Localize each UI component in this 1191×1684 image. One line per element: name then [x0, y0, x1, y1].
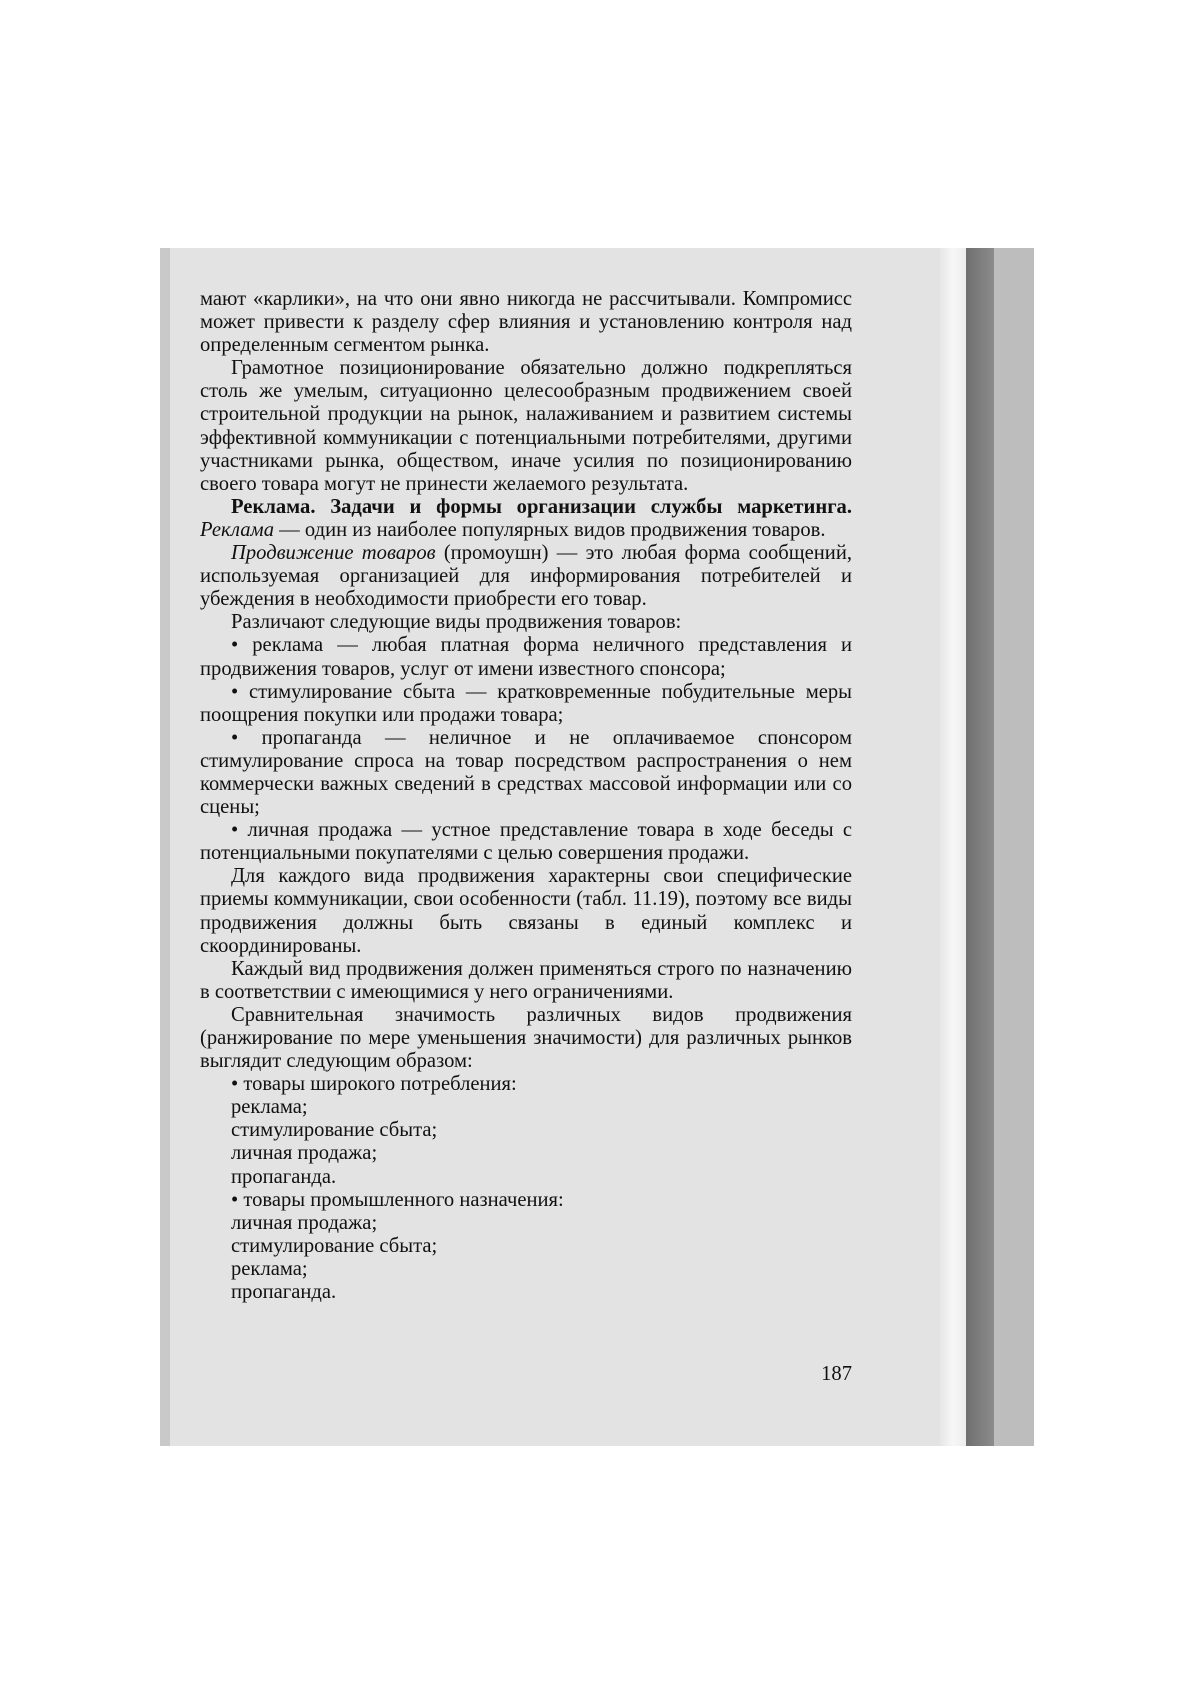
scan-shadow: [160, 248, 170, 1446]
list-item: личная продажа;: [231, 1211, 378, 1234]
list-item: пропаганда.: [231, 1165, 337, 1188]
paragraph: Различают следующие виды продвижения товаров:: [231, 611, 682, 634]
body-text: [200, 288, 852, 1304]
definition: (промоушн) — это любая форма сообщений, используемая организацией для информирования потребителей и убеждения в необходимости приобрести его товар.: [200, 542, 852, 611]
section-heading: Реклама. Задачи и формы организации службы маркетинга.: [231, 495, 852, 518]
page-number: 187: [821, 1363, 852, 1385]
list-item: реклама;: [231, 1257, 308, 1280]
list-item: пропаганда.: [231, 1281, 337, 1304]
definition: — один из наиболее популярных видов продвижения товаров.: [274, 518, 826, 541]
paragraph: мают «карлики», на что они явно никогда не рассчитывали. Компромисс может привести к разделу сфер влияния и установлению контроля над определенным сегментом рынка.: [200, 288, 852, 357]
bullet-item: • реклама — любая платная форма неличного представления и продвижения товаров, услуг от имени известного спонсора;: [200, 634, 852, 680]
paragraph: Для каждого вида продвижения характерны свои специфические приемы коммуникации, свои особенности (табл. 11.19), поэтому все виды продвижения должны быть связаны в единый комплекс и скоординированы.: [200, 865, 852, 957]
list-item: стимулирование сбыта;: [231, 1119, 438, 1142]
term: Продвижение товаров: [231, 542, 436, 565]
bullet-item: • пропаганда — неличное и не оплачиваемое спонсором стимулирование спроса на товар посредством распространения о нем коммерчески важных сведений в средствах массовой информации или со сцены;: [200, 726, 852, 819]
list-item: • товары промышленного назначения:: [231, 1188, 564, 1211]
bullet-item: • личная продажа — устное представление товара в ходе беседы с потенциальными покупателями с целью совершения продажи.: [200, 819, 852, 865]
list-item: реклама;: [231, 1096, 308, 1119]
term: Реклама: [200, 518, 274, 541]
list-item: стимулирование сбыта;: [231, 1234, 438, 1257]
paragraph: Грамотное позиционирование обязательно должно подкрепляться столь же умелым, ситуационно целесообразным продвижением своей строительной продукции на рынок, налаживанием и развитием системы эффективной коммуникации с потенциальными потребителями, другими участниками рынка, обществом, иначе усилия по позиционированию своего товара могут не принести желаемого результата.: [200, 357, 852, 495]
page-edge: [940, 248, 966, 1446]
paragraph: Каждый вид продвижения должен применяться строго по назначению в соответствии с имеющимися у него ограничениями.: [200, 957, 852, 1003]
definition-paragraph: [200, 542, 852, 611]
list-item: личная продажа;: [231, 1142, 378, 1165]
section-paragraph: [200, 496, 852, 542]
book-spine-edge: [994, 248, 1034, 1446]
book-spine: [966, 248, 994, 1446]
bullet-item: • стимулирование сбыта — кратковременные побудительные меры поощрения покупки или продажи товара;: [200, 680, 852, 726]
list-item: • товары широкого потребления:: [231, 1073, 517, 1096]
paragraph: Сравнительная значимость различных видов продвижения (ранжирование по мере уменьшения значимости) для различных рынков выглядит следующим образом:: [200, 1003, 852, 1073]
